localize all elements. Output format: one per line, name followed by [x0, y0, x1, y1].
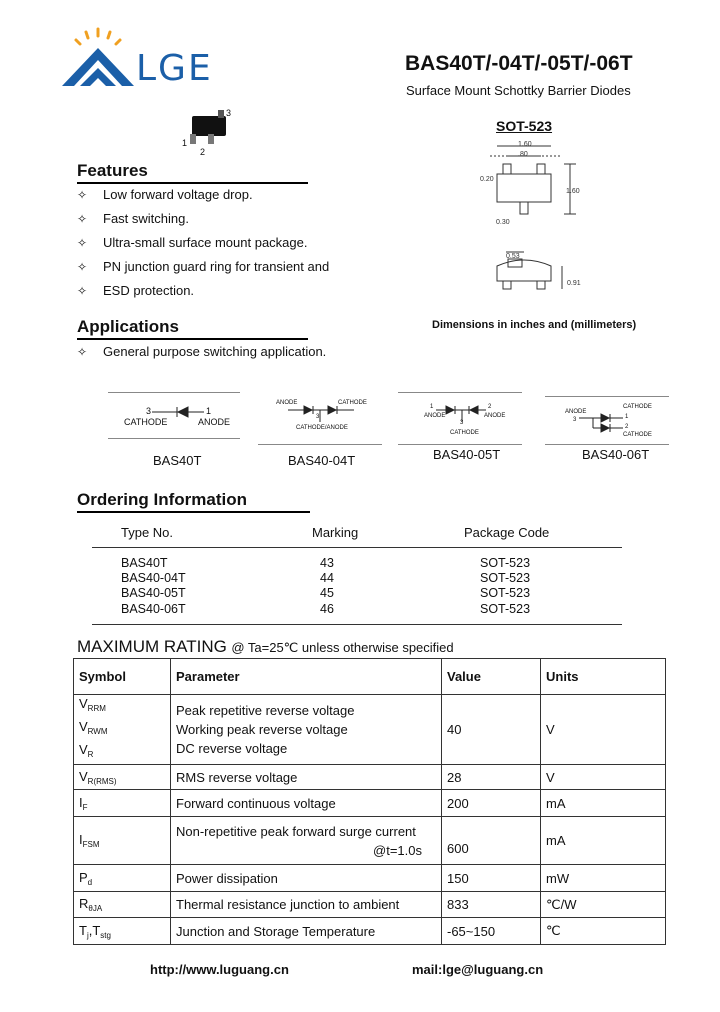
footer-url-link[interactable]: http://www.luguang.cn — [150, 962, 289, 977]
max-rating-table — [73, 658, 666, 945]
diagram-bas40-06t: ANODE 3 CATHODE 1 2 CATHODE — [545, 396, 669, 452]
page-subtitle: Surface Mount Schottky Barrier Diodes — [406, 83, 631, 98]
max-rating-condition: @ Ta=25℃ unless otherwise specified — [231, 640, 454, 655]
max-rating-heading — [77, 637, 454, 657]
list-item: ✧ Low forward voltage drop. — [77, 187, 253, 202]
list-item: ✧ General purpose switching application. — [77, 344, 327, 359]
table-row: $T_j,T_{stg}$ Junction and Storage Temperature -65~150 ℃ — [74, 918, 666, 945]
bullet-icon: ✧ — [77, 284, 88, 298]
ordering-table: Type No. Marking Package Code BAS40T 43 SOT-523 BAS40-04T 44 SOT-523 BAS40-05T 45 SOT-523 BAS40-06T 46 SOT-523 — [92, 520, 622, 626]
diagram-bas40-04t: ANODE CATHODE 3 CATHODE/ANODE — [258, 398, 382, 450]
package-outline — [470, 118, 670, 328]
table-row: $R_{\theta JA}$ Thermal resistance junction to ambient 833 ℃/W — [74, 892, 666, 918]
footer-mail-link[interactable]: mail:lge@luguang.cn — [412, 962, 544, 977]
table-row: $I_F$ Forward continuous voltage 200 mA — [74, 790, 666, 817]
diagram-label: BAS40-04T — [288, 453, 356, 468]
package-outline-title: SOT-523 — [496, 118, 553, 134]
bullet-icon: ✧ — [77, 236, 88, 250]
dim-height: 1.60 — [566, 188, 580, 195]
list-item: ✧ Fast switching. — [77, 211, 189, 226]
diagram-label: BAS40-06T — [582, 447, 650, 462]
table-header-row: Symbol Parameter Value Units — [74, 659, 666, 695]
logo-icon — [58, 22, 138, 92]
applications-title: Applications — [77, 317, 308, 340]
table-row: $P_d$ Power dissipation 150 mW — [74, 865, 666, 892]
dim-foot: 0.30 — [496, 219, 510, 226]
ordering-title: Ordering Information — [77, 490, 310, 513]
package-caption: Dimensions in inches and (millimeters) — [432, 319, 637, 331]
diagram-bas40-05t: 1 2 ANODE ANODE 3 CATHODE — [398, 392, 522, 448]
bullet-icon: ✧ — [77, 260, 88, 274]
brand-name: LGE — [136, 48, 213, 89]
pin-3-label: 3 — [226, 108, 232, 118]
diagram-bas40t: 3 1 CATHODE ANODE — [108, 392, 240, 452]
dim-body: 0.53 — [506, 253, 520, 260]
features-title: Features — [77, 161, 308, 184]
dim-pitch: .80 — [518, 151, 528, 158]
brand-logo — [58, 22, 243, 92]
bullet-icon: ✧ — [77, 345, 88, 359]
pin-1-label: 1 — [182, 138, 188, 148]
package-illustration — [178, 108, 238, 158]
list-item: ✧ ESD protection. — [77, 283, 195, 298]
table-row: $I_{FSM}$ Non-repetitive peak forward surge current @t=1.0s 600 mA — [74, 817, 666, 865]
list-item: ✧ PN junction guard ring for transient and — [77, 259, 330, 274]
bullet-icon: ✧ — [77, 188, 88, 202]
page-title: BAS40T/-04T/-05T/-06T — [405, 52, 633, 75]
pin-2-label: 2 — [200, 147, 206, 157]
dim-lead-width: 0.20 — [480, 176, 494, 183]
dim-width: 1.60 — [518, 141, 532, 148]
diagram-label: BAS40T — [153, 453, 202, 468]
bullet-icon: ✧ — [77, 212, 88, 226]
list-item: ✧ Ultra-small surface mount package. — [77, 235, 308, 250]
max-rating-title: MAXIMUM RATING — [77, 637, 227, 656]
table-row: $V_{RRM}$ $V_{RWM}$ $V_R$ Peak repetitive reverse voltage Working peak reverse voltage DC reverse voltage 40 V — [74, 695, 666, 765]
dim-thickness: 0.91 — [567, 280, 581, 287]
table-row: $V_{R(RMS)}$ RMS reverse voltage 28 V — [74, 765, 666, 790]
features-list — [77, 187, 329, 307]
diagram-label: BAS40-05T — [433, 447, 501, 462]
